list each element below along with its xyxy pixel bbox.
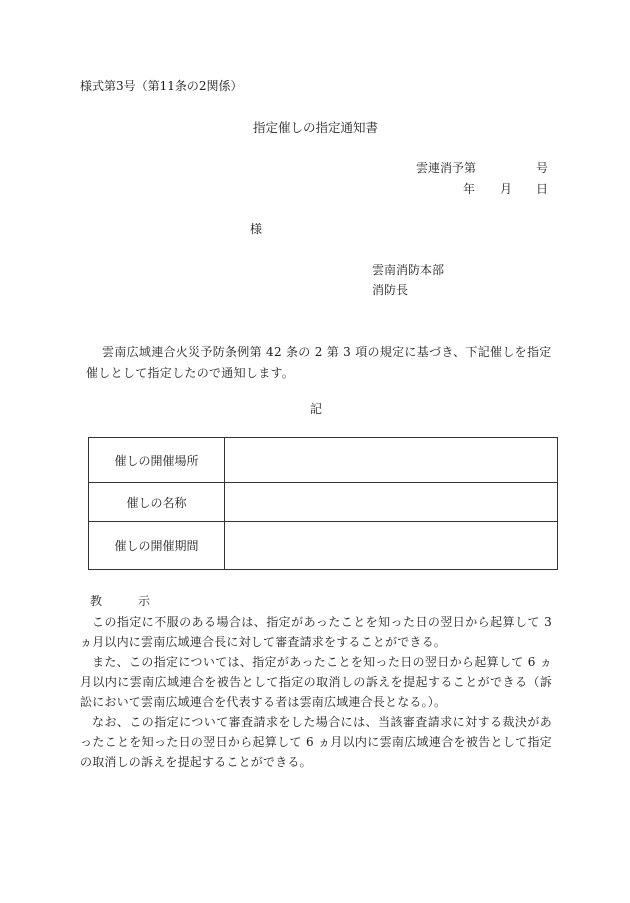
date-year-label: 年 [463, 182, 476, 196]
body-paragraph: 雲南広域連合火災予防条例第 42 条の 2 第 3 項の規定に基づき、下記催しを指定催しとして指定したので通知します。 [86, 345, 552, 380]
table-label-event-period: 催しの開催期間 [89, 522, 225, 570]
notice-paragraph-2: また、この指定については、指定があったことを知った日の翌日から起算して 6 ヵ月以内に雲南広域連合を被告として指定の取消しの訴えを提起することができる（訴訟において雲南広域連合を代表する者は雲南広域連合長となる。）。 [80, 655, 552, 709]
table-value-venue [225, 438, 558, 483]
addressee-honorific: 様 [250, 222, 263, 236]
document-title: 指定催しの指定通知書 [253, 120, 379, 135]
table-value-event-period [225, 522, 558, 570]
table-label-event-name: 催しの名称 [89, 483, 225, 522]
notice-paragraph-1: この指定に不服のある場合は、指定があったことを知った日の翌日から起算して 3 ヵ月以内に雲南広域連合長に対して審査請求をすることができる。 [80, 615, 552, 649]
table-row [89, 522, 558, 570]
sender-title: 消防長 [372, 283, 409, 297]
date-day-label: 日 [536, 182, 549, 196]
notice-heading: 教 示 [90, 594, 163, 608]
table-row [89, 483, 558, 522]
table-row [89, 438, 558, 483]
table-value-event-name [225, 483, 558, 522]
details-table [88, 437, 558, 570]
document-number-prefix: 雲連消予第 [416, 161, 477, 175]
document-number-suffix: 号 [536, 161, 549, 175]
notice-paragraph-3: なお、この指定について審査請求をした場合には、当該審査請求に対する裁決があったことを知った日の翌日から起算して 6 ヵ月以内に雲南広域連合を被告として指定の取消しの訴えを提起することができる。 [80, 715, 552, 769]
table-label-venue: 催しの開催場所 [89, 438, 225, 483]
sender-organization: 雲南消防本部 [372, 263, 445, 277]
date-month-label: 月 [500, 182, 513, 196]
form-number: 様式第3号（第11条の2関係） [80, 79, 243, 93]
ki-heading: 記 [310, 402, 323, 416]
